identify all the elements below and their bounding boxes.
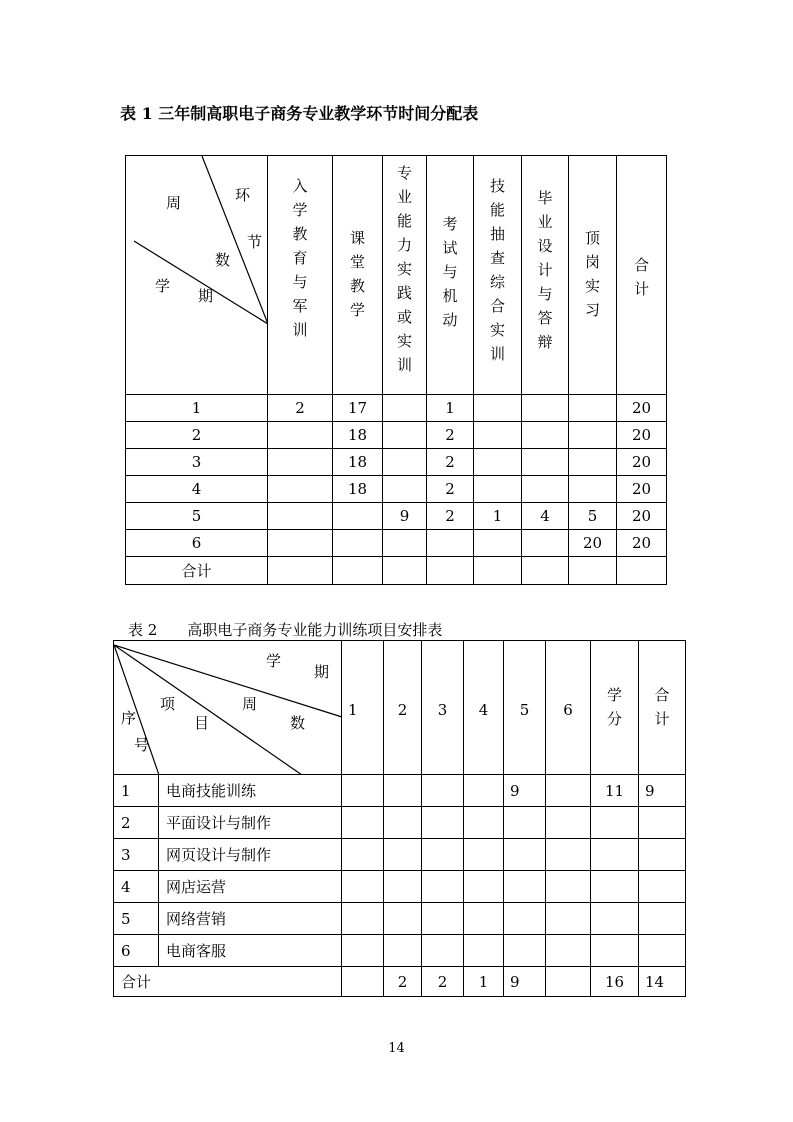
data-cell: 9 (639, 775, 686, 807)
data-cell: 4 (522, 503, 569, 530)
data-cell: 2 (384, 967, 422, 997)
project-name: 网络营销 (159, 903, 342, 935)
header-internship: 顶岗实习 (569, 156, 617, 395)
data-cell: 5 (569, 503, 617, 530)
data-cell (464, 871, 504, 903)
data-cell (383, 395, 427, 422)
data-cell (522, 530, 569, 557)
data-cell (591, 839, 639, 871)
table-row (126, 476, 667, 503)
term-header-5: 5 (504, 641, 546, 775)
data-cell (546, 807, 591, 839)
data-cell: 20 (617, 395, 667, 422)
data-cell: 20 (617, 530, 667, 557)
data-cell (268, 557, 333, 585)
data-cell (427, 530, 474, 557)
data-cell (384, 839, 422, 871)
term-header-4: 4 (464, 641, 504, 775)
data-cell: 9 (504, 775, 546, 807)
data-cell (639, 935, 686, 967)
project-name: 电商技能训练 (159, 775, 342, 807)
data-cell (464, 903, 504, 935)
data-cell (474, 395, 522, 422)
data-cell (522, 422, 569, 449)
data-cell: 18 (333, 449, 383, 476)
page-number: 14 (388, 1041, 405, 1056)
project-name: 电商客服 (159, 935, 342, 967)
data-cell: 2 (427, 503, 474, 530)
table2-corner-cell (114, 641, 342, 775)
data-cell (546, 967, 591, 997)
time-allocation-table (125, 155, 667, 585)
term-header-1: 1 (342, 641, 384, 775)
corner-label-mu: 目 (194, 714, 210, 732)
data-cell: 2 (422, 967, 464, 997)
data-cell (384, 807, 422, 839)
table-row (126, 503, 667, 530)
data-cell (504, 871, 546, 903)
data-cell (591, 871, 639, 903)
term-cell: 合计 (126, 557, 268, 585)
data-cell: 18 (333, 422, 383, 449)
term-header-3: 3 (422, 641, 464, 775)
data-cell (422, 839, 464, 871)
data-cell (591, 903, 639, 935)
corner-label-xu: 序 (121, 709, 137, 727)
data-cell (522, 395, 569, 422)
term-cell: 6 (126, 530, 268, 557)
header-graduation-design: 毕业设计与答辩 (522, 156, 569, 395)
data-cell (639, 839, 686, 871)
data-cell (422, 807, 464, 839)
row-number: 2 (114, 807, 159, 839)
skill-training-table (113, 640, 686, 997)
data-cell (546, 775, 591, 807)
data-cell (422, 903, 464, 935)
data-cell (383, 530, 427, 557)
row-number: 4 (114, 871, 159, 903)
data-cell (427, 557, 474, 585)
term-header-2: 2 (384, 641, 422, 775)
data-cell (268, 530, 333, 557)
corner-label-xue: 学 (266, 652, 282, 670)
header-enrollment-training: 入学教育与军训 (268, 156, 333, 395)
data-cell (522, 557, 569, 585)
data-cell (464, 839, 504, 871)
data-cell (422, 935, 464, 967)
data-cell (591, 807, 639, 839)
corner-label-shu: 数 (215, 251, 231, 269)
data-cell (464, 775, 504, 807)
data-cell: 2 (427, 449, 474, 476)
data-cell (569, 449, 617, 476)
table-row (126, 557, 667, 585)
data-cell: 9 (504, 967, 546, 997)
data-cell: 2 (427, 422, 474, 449)
data-cell (268, 422, 333, 449)
data-cell (639, 807, 686, 839)
data-cell (504, 903, 546, 935)
data-cell (268, 503, 333, 530)
data-cell (342, 807, 384, 839)
data-cell (569, 557, 617, 585)
data-cell: 1 (474, 503, 522, 530)
data-cell: 18 (333, 476, 383, 503)
data-cell (464, 807, 504, 839)
data-cell: 2 (427, 476, 474, 503)
project-name: 网页设计与制作 (159, 839, 342, 871)
data-cell (333, 503, 383, 530)
table2-caption-prefix: 表 2 (128, 621, 158, 639)
data-cell (383, 557, 427, 585)
table-row (126, 395, 667, 422)
data-cell (384, 903, 422, 935)
data-cell (383, 422, 427, 449)
row-number: 1 (114, 775, 159, 807)
data-cell (504, 839, 546, 871)
data-cell (342, 871, 384, 903)
corner-label-hao: 号 (134, 736, 150, 754)
data-cell (333, 557, 383, 585)
total-label: 合计 (114, 967, 342, 997)
table-row (114, 871, 686, 903)
data-cell (504, 807, 546, 839)
table-row (114, 839, 686, 871)
data-cell: 20 (617, 449, 667, 476)
table-row (126, 449, 667, 476)
data-cell (464, 935, 504, 967)
table-row (114, 807, 686, 839)
term-cell: 4 (126, 476, 268, 503)
corner-label-jie: 节 (247, 233, 263, 251)
header-professional-practice: 专业能力实践或实训 (383, 156, 427, 395)
data-cell: 2 (268, 395, 333, 422)
data-cell: 20 (617, 422, 667, 449)
data-cell (591, 935, 639, 967)
corner-label-qi: 期 (314, 663, 330, 681)
corner-label-shu: 数 (290, 714, 306, 732)
data-cell: 17 (333, 395, 383, 422)
corner-label-zhou: 周 (242, 695, 258, 713)
data-cell (569, 476, 617, 503)
table1-header-row (126, 156, 667, 395)
corner-label-huan: 环 (235, 186, 251, 204)
data-cell: 16 (591, 967, 639, 997)
data-cell (268, 476, 333, 503)
data-cell: 20 (569, 530, 617, 557)
data-cell (522, 449, 569, 476)
term-cell: 1 (126, 395, 268, 422)
table-row (126, 422, 667, 449)
data-cell (384, 935, 422, 967)
data-cell (422, 871, 464, 903)
corner-label-zhou: 周 (166, 194, 182, 212)
data-cell (342, 935, 384, 967)
project-name: 网店运营 (159, 871, 342, 903)
data-cell (569, 422, 617, 449)
data-cell: 1 (427, 395, 474, 422)
corner-label-xue: 学 (155, 277, 171, 295)
data-cell: 20 (617, 503, 667, 530)
data-cell (474, 476, 522, 503)
corner-label-qi: 期 (198, 287, 214, 305)
table2-caption-text: 高职电子商务专业能力训练项目安排表 (187, 621, 443, 639)
data-cell (639, 871, 686, 903)
data-cell (342, 967, 384, 997)
data-cell (384, 775, 422, 807)
table2-header-row (114, 641, 686, 775)
total-header: 合计 (639, 641, 686, 775)
header-classroom-teaching: 课堂教学 (333, 156, 383, 395)
data-cell (474, 449, 522, 476)
data-cell (546, 903, 591, 935)
data-cell (342, 775, 384, 807)
term-cell: 3 (126, 449, 268, 476)
credit-header: 学分 (591, 641, 639, 775)
data-cell (383, 449, 427, 476)
data-cell: 14 (639, 967, 686, 997)
table-row (114, 775, 686, 807)
data-cell (474, 530, 522, 557)
data-cell (384, 871, 422, 903)
table-row (114, 935, 686, 967)
data-cell (617, 557, 667, 585)
data-cell (546, 871, 591, 903)
data-cell: 9 (383, 503, 427, 530)
data-cell (504, 935, 546, 967)
header-total: 合计 (617, 156, 667, 395)
data-cell (639, 903, 686, 935)
row-number: 3 (114, 839, 159, 871)
corner-label-xiang: 项 (160, 695, 176, 713)
data-cell (474, 422, 522, 449)
data-cell (474, 557, 522, 585)
term-header-6: 6 (546, 641, 591, 775)
term-cell: 2 (126, 422, 268, 449)
table1-caption: 表 1 三年制高职电子商务专业教学环节时间分配表 (120, 104, 479, 123)
data-cell: 11 (591, 775, 639, 807)
data-cell (546, 839, 591, 871)
table1-corner-cell (126, 156, 268, 395)
term-cell: 5 (126, 503, 268, 530)
data-cell (546, 935, 591, 967)
data-cell (342, 903, 384, 935)
row-number: 6 (114, 935, 159, 967)
data-cell (342, 839, 384, 871)
table2-caption (128, 619, 442, 640)
data-cell: 20 (617, 476, 667, 503)
data-cell: 1 (464, 967, 504, 997)
table2-total-row (114, 967, 686, 997)
data-cell (268, 449, 333, 476)
table-row (114, 903, 686, 935)
data-cell (569, 395, 617, 422)
data-cell (522, 476, 569, 503)
table-row (126, 530, 667, 557)
header-skill-check: 技能抽查综合实训 (474, 156, 522, 395)
data-cell (422, 775, 464, 807)
project-name: 平面设计与制作 (159, 807, 342, 839)
data-cell (333, 530, 383, 557)
row-number: 5 (114, 903, 159, 935)
header-exam-flexible: 考试与机动 (427, 156, 474, 395)
data-cell (383, 476, 427, 503)
